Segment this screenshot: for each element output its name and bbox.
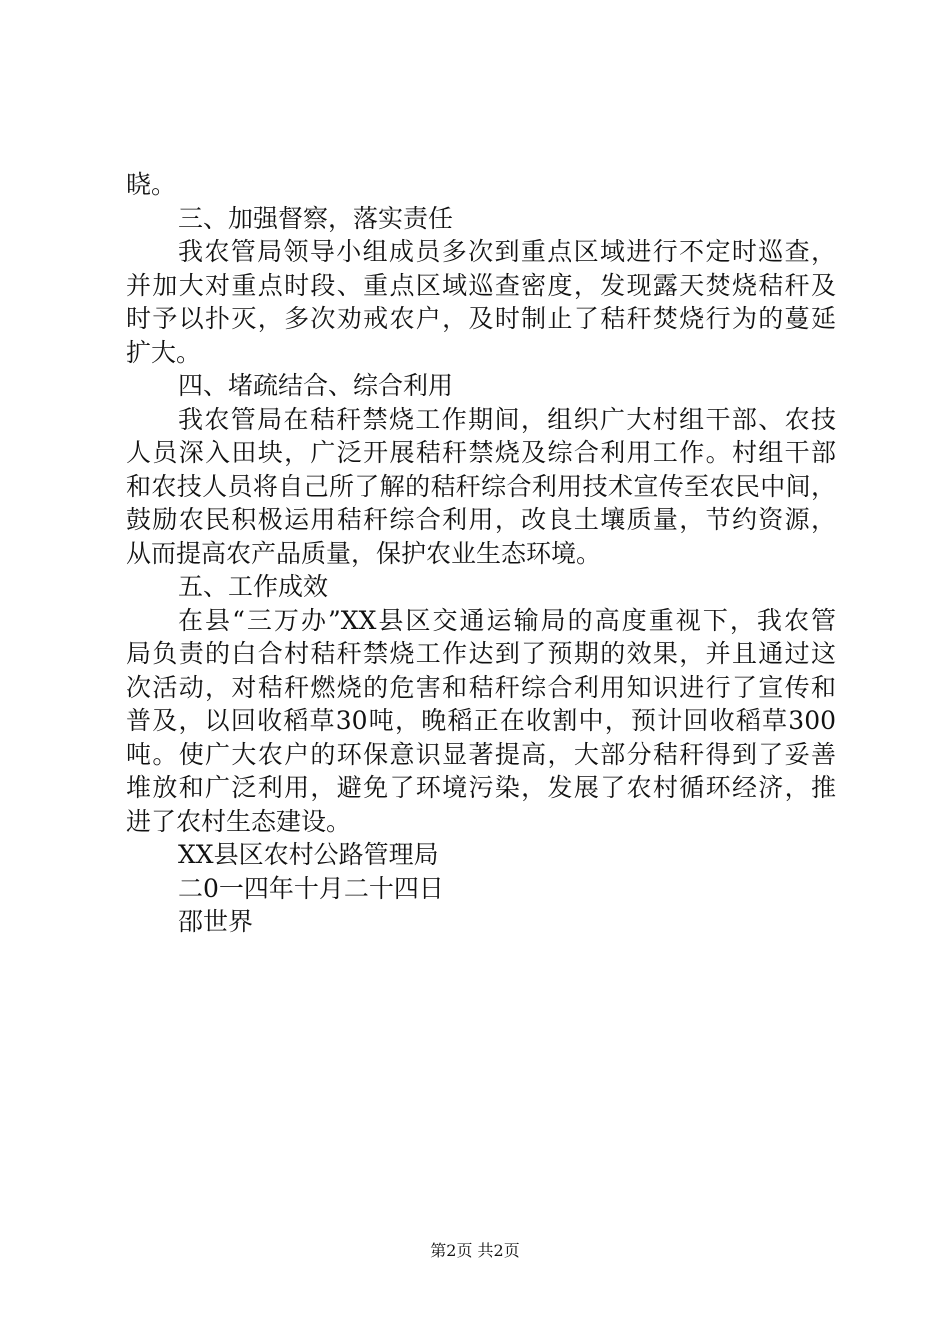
text-line: 局负责的白合村秸秆禁烧工作达到了预期的效果，并且通过这 bbox=[126, 639, 836, 668]
text-line: 从而提高农产品质量，保护农业生态环境。 bbox=[126, 538, 602, 568]
text-line: 鼓励农民积极运用秸秆综合利用，改良土壤质量，节约资源， bbox=[126, 505, 836, 534]
document-body bbox=[126, 168, 836, 939]
text-line: 扩大。 bbox=[126, 337, 202, 367]
signature-organization: XX县区农村公路管理局 bbox=[178, 840, 439, 869]
text-line: 和农技人员将自己所了解的秸秆综合利用技术宣传至农民中间， bbox=[126, 471, 836, 501]
text-line: 我农管局领导小组成员多次到重点区域进行不定时巡查， bbox=[178, 237, 836, 266]
section-heading-3: 三、加强督察，落实责任 bbox=[178, 203, 454, 233]
signature-date: 二0一四年十月二十四日 bbox=[178, 873, 444, 903]
text-line: 时予以扑灭，多次劝戒农户，及时制止了秸秆焚烧行为的蔓延 bbox=[126, 304, 836, 333]
text-line: 我农管局在秸秆禁烧工作期间，组织广大村组干部、农技 bbox=[178, 404, 836, 434]
text-line: 进了农村生态建设。 bbox=[126, 806, 352, 836]
text-line: 晓。 bbox=[126, 170, 177, 199]
section-heading-4: 四、堵疏结合、综合利用 bbox=[178, 371, 454, 400]
text-line: 人员深入田块，广泛开展秸秆禁烧及综合利用工作。村组干部 bbox=[126, 438, 836, 467]
text-line: 在县“三万办”XX县区交通运输局的高度重视下，我农管 bbox=[178, 605, 836, 635]
text-line: 次活动，对秸秆燃烧的危害和秸秆综合利用知识进行了宣传和 bbox=[126, 672, 836, 702]
page-number-footer: 第2页 共2页 bbox=[430, 1241, 520, 1260]
text-line: 普及，以回收稻草30吨，晚稻正在收割中，预计回收稻草300 bbox=[126, 706, 836, 735]
text-line: 并加大对重点时段、重点区域巡查密度，发现露天焚烧秸秆及 bbox=[126, 270, 836, 300]
text-line: 堆放和广泛利用，避免了环境污染，发展了农村循环经济，推 bbox=[126, 773, 836, 802]
section-heading-5: 五、工作成效 bbox=[178, 572, 329, 601]
signature-name: 邵世界 bbox=[178, 907, 254, 936]
text-line: 吨。使广大农户的环保意识显著提高，大部分秸秆得到了妥善 bbox=[126, 739, 836, 769]
